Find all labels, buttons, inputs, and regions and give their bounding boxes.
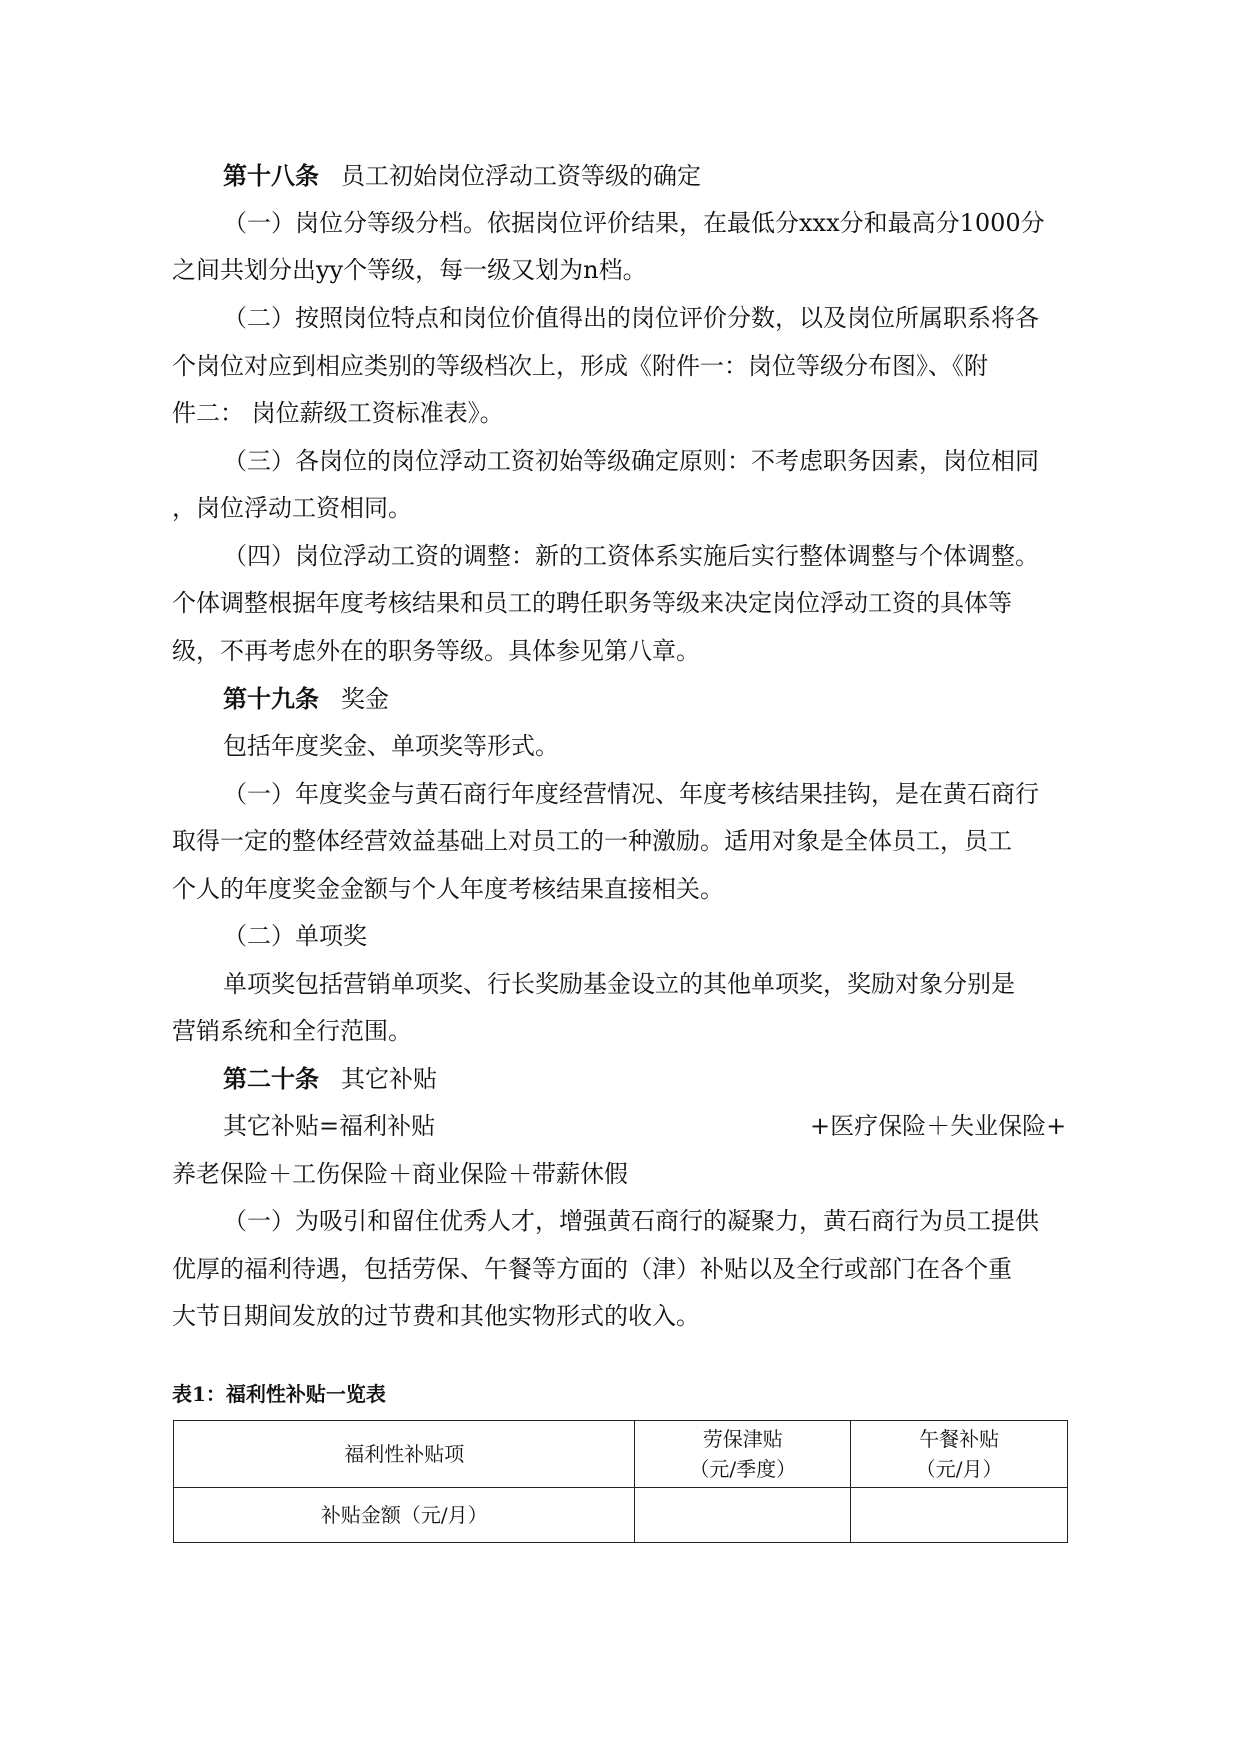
paragraph-line: 取得一定的整体经营效益基础上对员工的一种激励。适用对象是全体员工，员工: [172, 827, 1012, 855]
paragraph-line: 优厚的福利待遇，包括劳保、午餐等方面的（津）补贴以及全行或部门在各个重: [172, 1255, 1012, 1283]
article-20-number: 第二十条: [223, 1064, 319, 1093]
header-lunch-label: 午餐补贴: [919, 1427, 1000, 1451]
paragraph-line: 养老保险＋工伤保险＋商业保险＋带薪休假: [172, 1160, 628, 1188]
paragraph-line: 级，不再考虑外在的职务等级。具体参见第八章。: [172, 637, 700, 665]
paragraph-line: （四）岗位浮动工资的调整：新的工资体系实施后实行整体调整与个体调整。: [223, 542, 1039, 570]
paragraph-line: （二）按照岗位特点和岗位价值得出的岗位评价分数，以及岗位所属职系将各: [223, 304, 1039, 332]
article-19-heading: [223, 682, 389, 716]
article-18-heading: [223, 159, 701, 193]
header-item-label: 福利性补贴项: [344, 1442, 465, 1466]
formula-left: 其它补贴=福利补贴: [223, 1112, 436, 1140]
paragraph-line: 包括年度奖金、单项奖等形式。: [223, 732, 559, 760]
paragraph-line: （一）年度奖金与黄石商行年度经营情况、年度考核结果挂钩，是在黄石商行: [223, 780, 1039, 808]
row-lunch-cell: [851, 1488, 1068, 1543]
table-caption: 表1：福利性补贴一览表: [172, 1382, 386, 1406]
article-18-title: 员工初始岗位浮动工资等级的确定: [341, 162, 701, 190]
article-19-title: 奖金: [341, 685, 389, 713]
paragraph-line: 营销系统和全行范围。: [172, 1017, 412, 1045]
article-20-heading: [223, 1062, 437, 1096]
paragraph-line: （一）岗位分等级分档。依据岗位评价结果，在最低分xxx分和最高分1000分: [223, 209, 1045, 237]
paragraph-line: ，岗位浮动工资相同。: [172, 494, 412, 522]
paragraph-line: （一）为吸引和留住优秀人才，增强黄石商行的凝聚力，黄石商行为员工提供: [223, 1207, 1039, 1235]
paragraph-line: 单项奖包括营销单项奖、行长奖励基金设立的其他单项奖，奖励对象分别是: [223, 970, 1015, 998]
header-lunch-unit: （元/月）: [915, 1457, 1003, 1481]
header-cell-lunch: [851, 1421, 1068, 1488]
formula-right: +医疗保险＋失业保险+: [810, 1112, 1067, 1140]
header-labor-unit: （元/季度）: [689, 1457, 797, 1481]
article-20-title: 其它补贴: [341, 1065, 437, 1093]
header-cell-labor: [635, 1421, 851, 1488]
paragraph-line: （三）各岗位的岗位浮动工资初始等级确定原则：不考虑职务因素，岗位相同: [223, 447, 1039, 475]
header-cell-item: [174, 1421, 635, 1488]
paragraph-line: 件二： 岗位薪级工资标准表》。: [172, 399, 504, 427]
row-label-cell: [174, 1488, 635, 1543]
table-header-row: [174, 1421, 1068, 1488]
benefit-table: [173, 1420, 1068, 1543]
paragraph-line: 个人的年度奖金金额与个人年度考核结果直接相关。: [172, 875, 724, 903]
table-row: [174, 1488, 1068, 1543]
article-18-number: 第十八条: [223, 161, 319, 190]
paragraph-line: 个体调整根据年度考核结果和员工的聘任职务等级来决定岗位浮动工资的具体等: [172, 589, 1012, 617]
paragraph-line: 大节日期间发放的过节费和其他实物形式的收入。: [172, 1302, 700, 1330]
header-labor-label: 劳保津贴: [702, 1427, 783, 1451]
row-label: 补贴金额（元/月）: [320, 1503, 488, 1527]
paragraph-line: 之间共划分出yy个等级，每一级又划为n档。: [172, 256, 647, 284]
article-19-number: 第十九条: [223, 684, 319, 713]
row-labor-cell: [635, 1488, 851, 1543]
paragraph-line: 个岗位对应到相应类别的等级档次上，形成《附件一：岗位等级分布图》、《附: [172, 352, 988, 380]
paragraph-line: （二）单项奖: [223, 922, 367, 950]
